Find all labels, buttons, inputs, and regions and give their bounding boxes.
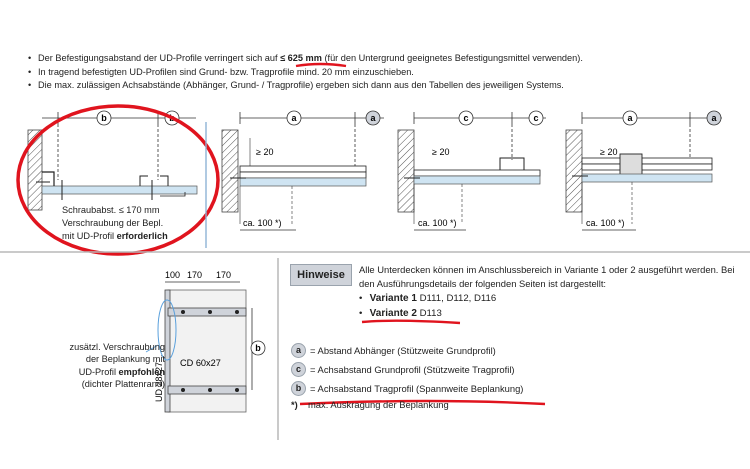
dim-c-1: c [463,113,469,123]
red-underline-625 [296,64,346,66]
legend-a-text: = Abstand Abhänger (Stützweite Grundprofil) [310,345,496,356]
variante-1: • Variante 1 D111, D112, D116 [359,293,497,304]
variante-1-codes: D111, D112, D116 [419,293,497,304]
cross-connector [620,154,642,176]
note-line-2: der Beplankung mit [85,354,165,365]
board-panel [582,174,712,182]
bullet-1-post: (für den Untergrund geeignetes Befestigungsmittel verwenden). [324,53,583,63]
legend-c [291,362,515,377]
legend-b-text: = Achsabstand Tragprofil (Spannweite Beplankung) [310,383,524,394]
bullet-1-pre: Der Befestigungsabstand der UD-Profile verringert sich auf [38,53,278,63]
ca-100: ca. 100 *) [243,218,282,228]
diagram1-caption [62,204,168,243]
legend-star-key: *) [291,399,298,410]
caption-line-3-bold: erforderlich [116,231,168,241]
plan-dim-b: b [255,343,261,353]
plan-dim-2: 170 [187,270,203,280]
red-underline-variante2 [362,321,460,323]
variante-1-label: Variante 1 [369,293,417,304]
cd-profile-upper [168,308,246,316]
bullet-3: • Die max. zulässigen Achsabstände (Abhänger, Grund- / Tragprofile) ergeben sich dann aus den Tabellen des jeweiligen Systems. [28,79,743,93]
ud-profile [42,172,54,186]
wall-hatch [222,130,238,212]
bullet-1-value: ≤ 625 mm [280,53,322,63]
note-line-3-pre: UD-Profil [78,366,116,377]
wall-hatch [398,130,414,212]
dim-c-2: c [533,113,539,123]
board-panel [414,176,540,184]
hinweise-text: Alle Unterdecken können im Anschlussbereich in Variante 1 oder 2 ausgeführt werden. Bei den Ausführungsdetails der folgenden Seiten ist dargestellt: [359,264,735,289]
legend-a-key: a [291,343,306,358]
ud-label: UD 28x27 [154,361,164,402]
hinweise-title: Hinweise [290,264,352,286]
variante-2-label: Variante 2 [369,308,417,319]
note-line-4: (dichter Plattenrand) [81,379,165,390]
legend-star-text: max. Auskragung der Beplankung [308,399,449,410]
legend-a [291,343,496,358]
board-panel [240,178,366,186]
cd-profile-lower [168,386,246,394]
plan-dim-1: 100 [165,270,181,280]
ca-100: ca. 100 *) [418,218,457,228]
note-line-3-bold: empfohlen [118,366,165,377]
caption-line-1: Schraubabst. ≤ 170 mm [62,205,160,215]
note-line-3 [0,366,165,378]
dim-b-1: b [101,113,107,123]
dim-a-2: a [711,113,717,123]
dim-a-1: a [291,113,297,123]
bullet-2: • In tragend befestigten UD-Profilen sind Grund- bzw. Tragprofile mind. 20 mm einzuschieben. [28,66,743,80]
plan-note [0,341,165,391]
legend-star [291,399,449,410]
dim-b-2: b [169,113,175,123]
caption-line-3-pre: mit UD-Profil [62,231,115,241]
wall-hatch [566,130,582,212]
variante-2-codes: D113 [419,308,442,319]
dim-20: ≥ 20 [256,147,274,157]
ca-100: ca. 100 *) [586,218,625,228]
cd-label: CD 60x27 [180,358,221,368]
caption-line-3 [62,230,168,243]
plan-dim-3: 170 [216,270,232,280]
note-line-1: zusätzl. Verschraubung [69,342,165,352]
legend-b [291,381,523,396]
caption-line-2: Verschraubung der Bepl. [62,218,164,228]
board-panel [42,186,197,194]
legend-c-key: c [291,362,306,377]
dim-a-1: a [627,113,633,123]
diagram-4 [566,111,722,230]
diagram-3 [398,111,546,230]
variante-2: • Variante 2 D113 [359,308,442,319]
dim-a-2: a [370,113,376,123]
legend-c-text: = Achsabstand Grundprofil (Stützweite Tragprofil) [310,364,515,375]
legend-b-key: b [291,381,306,396]
dim-20: ≥ 20 [432,147,450,157]
diagram-2 [222,111,384,230]
dim-20: ≥ 20 [600,147,618,157]
